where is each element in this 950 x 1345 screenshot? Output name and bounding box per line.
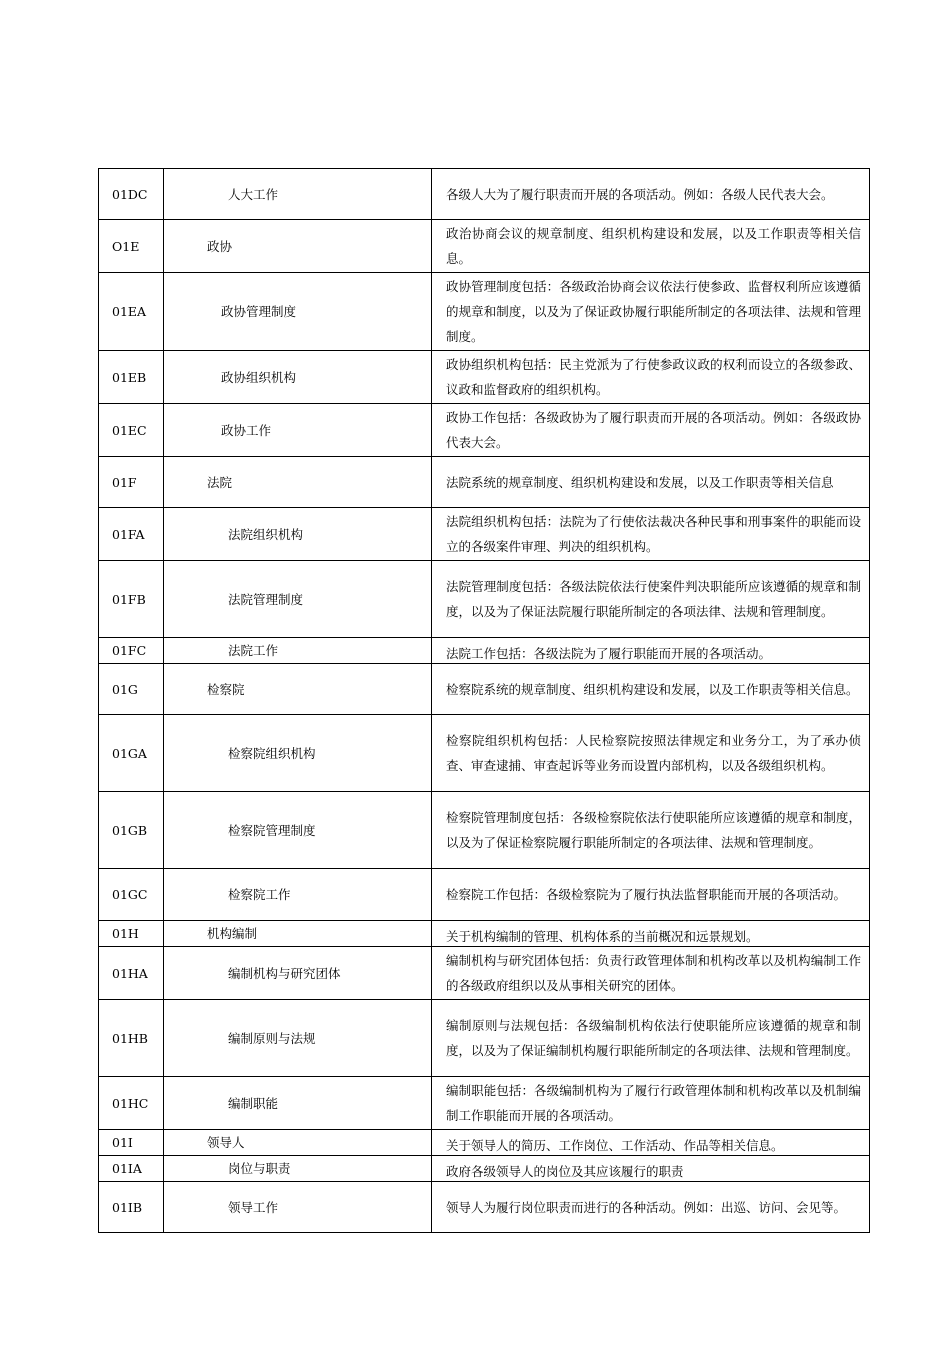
category-code: 01F <box>99 457 164 508</box>
table-row <box>99 869 870 921</box>
table-row <box>99 1156 870 1182</box>
category-description: 政协管理制度包括：各级政治协商会议依法行使参政、监督权利所应该遵循的规章和制度，以及为了保证政协履行职能所制定的各项法律、法规和管理制度。 <box>432 273 870 351</box>
category-name: 法院工作 <box>164 638 432 664</box>
category-code: 01IA <box>99 1156 164 1182</box>
category-description: 各级人大为了履行职责而开展的各项活动。例如：各级人民代表大会。 <box>432 169 870 220</box>
category-code: 01FC <box>99 638 164 664</box>
table-row <box>99 220 870 273</box>
category-name: 编制原则与法规 <box>164 1000 432 1077</box>
category-name: 法院组织机构 <box>164 508 432 561</box>
category-code: 01FB <box>99 561 164 638</box>
category-code: 01G <box>99 664 164 715</box>
category-description: 法院管理制度包括：各级法院依法行使案件判决职能所应该遵循的规章和制度，以及为了保证法院履行职能所制定的各项法律、法规和管理制度。 <box>432 561 870 638</box>
category-code: 01EB <box>99 351 164 404</box>
category-code: 01EC <box>99 404 164 457</box>
table-row <box>99 508 870 561</box>
category-description: 编制职能包括：各级编制机构为了履行行政管理体制和机构改革以及机制编制工作职能而开展的各项活动。 <box>432 1077 870 1130</box>
category-name: 检察院管理制度 <box>164 792 432 869</box>
table-row <box>99 273 870 351</box>
category-name: 机构编制 <box>164 921 432 947</box>
category-code: 01GC <box>99 869 164 921</box>
category-description: 领导人为履行岗位职责而进行的各种活动。例如：出巡、访问、会见等。 <box>432 1182 870 1233</box>
category-code: 01GB <box>99 792 164 869</box>
category-name: 检察院工作 <box>164 869 432 921</box>
category-name: 检察院 <box>164 664 432 715</box>
category-description: 检察院管理制度包括：各级检察院依法行使职能所应该遵循的规章和制度，以及为了保证检察院履行职能所制定的各项法律、法规和管理制度。 <box>432 792 870 869</box>
category-description: 政府各级领导人的岗位及其应该履行的职责 <box>432 1156 870 1182</box>
category-name: 人大工作 <box>164 169 432 220</box>
category-description: 法院工作包括：各级法院为了履行职能而开展的各项活动。 <box>432 638 870 664</box>
category-name: 法院管理制度 <box>164 561 432 638</box>
classification-table <box>98 168 870 1233</box>
category-description: 法院组织机构包括：法院为了行使依法裁决各种民事和刑事案件的职能而设立的各级案件审理、判决的组织机构。 <box>432 508 870 561</box>
category-description: 法院系统的规章制度、组织机构建设和发展，以及工作职责等相关信息 <box>432 457 870 508</box>
category-name: 法院 <box>164 457 432 508</box>
table-row <box>99 792 870 869</box>
category-name: 领导人 <box>164 1130 432 1156</box>
category-description: 编制机构与研究团体包括：负责行政管理体制和机构改革以及机构编制工作的各级政府组织以及从事相关研究的团体。 <box>432 947 870 1000</box>
category-code: O1E <box>99 220 164 273</box>
category-name: 领导工作 <box>164 1182 432 1233</box>
category-code: 01I <box>99 1130 164 1156</box>
table-row <box>99 351 870 404</box>
category-description: 编制原则与法规包括：各级编制机构依法行使职能所应该遵循的规章和制度，以及为了保证编制机构履行职能所制定的各项法律、法规和管理制度。 <box>432 1000 870 1077</box>
category-description: 政协工作包括：各级政协为了履行职责而开展的各项活动。例如：各级政协代表大会。 <box>432 404 870 457</box>
table-row <box>99 715 870 792</box>
table-row <box>99 1182 870 1233</box>
category-code: 01HB <box>99 1000 164 1077</box>
table-row <box>99 921 870 947</box>
category-name: 编制机构与研究团体 <box>164 947 432 1000</box>
category-name: 检察院组织机构 <box>164 715 432 792</box>
category-description: 政治协商会议的规章制度、组织机构建设和发展，以及工作职责等相关信息。 <box>432 220 870 273</box>
category-description: 关于领导人的简历、工作岗位、工作活动、作品等相关信息。 <box>432 1130 870 1156</box>
category-code: 01EA <box>99 273 164 351</box>
category-description: 检察院工作包括：各级检察院为了履行执法监督职能而开展的各项活动。 <box>432 869 870 921</box>
table-row <box>99 1077 870 1130</box>
category-description: 政协组织机构包括：民主党派为了行使参政议政的权利而设立的各级参政、议政和监督政府的组织机构。 <box>432 351 870 404</box>
category-code: 01FA <box>99 508 164 561</box>
table-row <box>99 457 870 508</box>
category-code: 01HA <box>99 947 164 1000</box>
table-row <box>99 1000 870 1077</box>
classification-table-body <box>99 169 870 1233</box>
category-name: 政协管理制度 <box>164 273 432 351</box>
table-row <box>99 169 870 220</box>
category-name: 政协组织机构 <box>164 351 432 404</box>
category-description: 检察院组织机构包括：人民检察院按照法律规定和业务分工，为了承办侦查、审查逮捕、审查起诉等业务而设置内部机构，以及各级组织机构。 <box>432 715 870 792</box>
category-code: 01IB <box>99 1182 164 1233</box>
category-name: 岗位与职责 <box>164 1156 432 1182</box>
table-row <box>99 404 870 457</box>
category-code: 01DC <box>99 169 164 220</box>
table-row <box>99 1130 870 1156</box>
table-row <box>99 947 870 1000</box>
category-name: 编制职能 <box>164 1077 432 1130</box>
category-description: 检察院系统的规章制度、组织机构建设和发展，以及工作职责等相关信息。 <box>432 664 870 715</box>
table-row <box>99 664 870 715</box>
table-row <box>99 638 870 664</box>
category-code: 01GA <box>99 715 164 792</box>
category-code: 01H <box>99 921 164 947</box>
table-row <box>99 561 870 638</box>
category-description: 关于机构编制的管理、机构体系的当前概况和远景规划。 <box>432 921 870 947</box>
category-name: 政协工作 <box>164 404 432 457</box>
category-name: 政协 <box>164 220 432 273</box>
category-code: 01HC <box>99 1077 164 1130</box>
